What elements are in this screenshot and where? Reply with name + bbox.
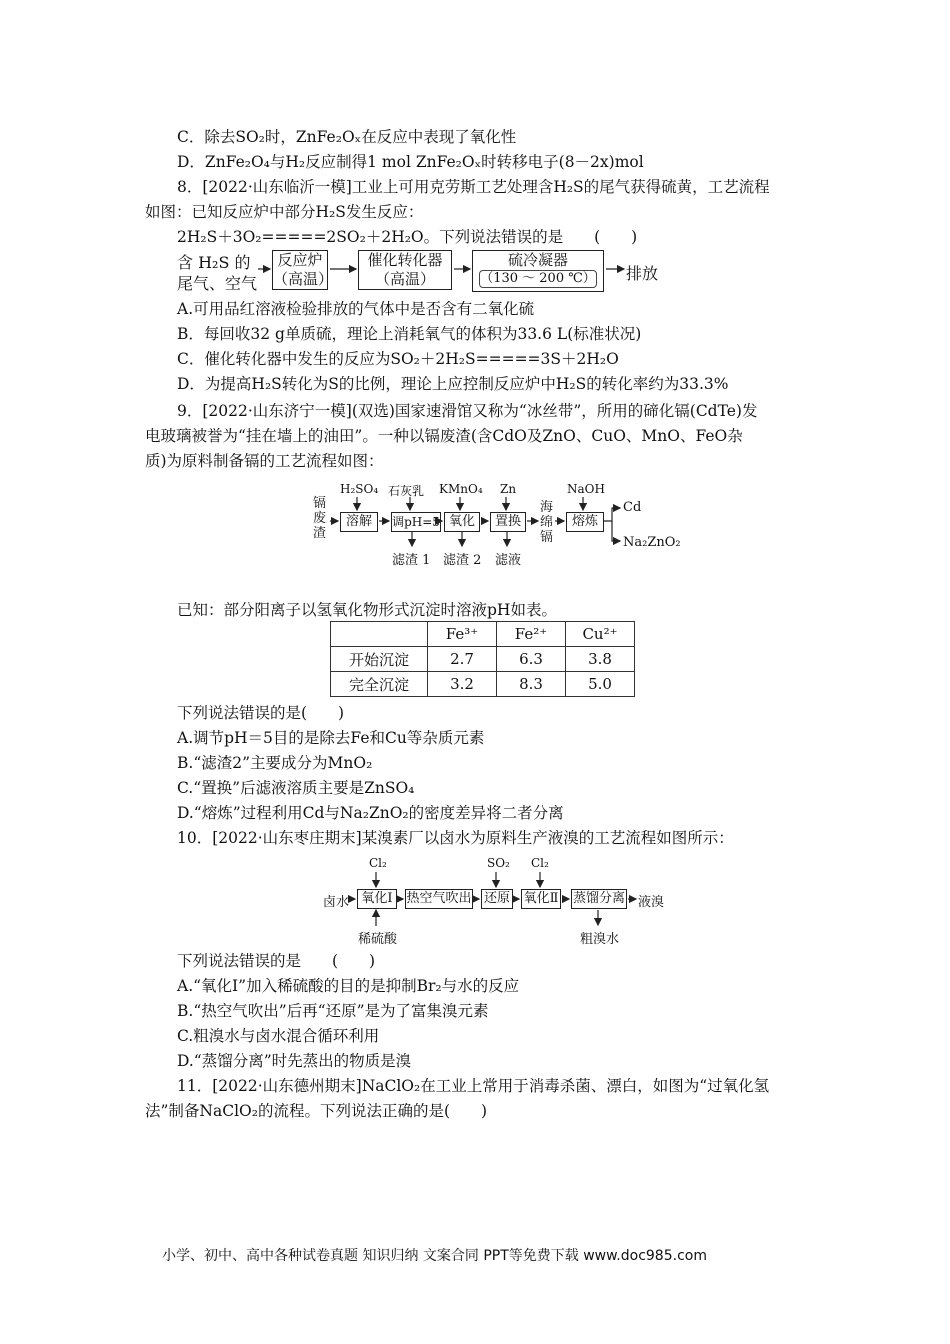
- q10-start-brine: 卤水: [323, 895, 350, 910]
- page-footer: 小学、初中、高中各种试卷真题 知识归纳 文案合同 PPT等免费下载 www.doc985.com: [162, 1248, 707, 1264]
- q8-option-b: B．每回收32 g单质硫，理论上消耗氧气的体积为33.6 L(标准状况): [177, 325, 642, 343]
- q8-stem-line3: 2H₂S＋3O₂=====2SO₂＋2H₂O。下列说法错误的是 ( ): [177, 228, 638, 246]
- q9-reagent-kmno4: KMnO₄: [439, 482, 483, 496]
- q8-box3-sub: （130 ～ 200 ℃）: [480, 271, 596, 286]
- q9-reagent-lime: 石灰乳: [388, 484, 425, 498]
- q9-stem-line3: 质)为原料制备镉的工艺流程如图：: [145, 452, 384, 470]
- q10-option-c: C.粗溴水与卤水混合循环利用: [177, 1027, 380, 1045]
- q10-dilute-acid: 稀硫酸: [358, 932, 398, 947]
- q9-arrow-p1: [604, 508, 620, 521]
- q8-box3-title: 硫冷凝器: [507, 251, 568, 269]
- table-header-cell: Fe³⁺: [428, 622, 497, 647]
- q9-mid-char2: 绵: [540, 515, 554, 530]
- q11-stem-line1: 11．[2022·山东德州期末]NaClO₂在工业上常用于消毒杀菌、漂白，如图为“过氧化氢: [177, 1077, 770, 1095]
- q9-ask: 下列说法错误的是( ): [177, 704, 345, 722]
- q9-known-line: 已知：部分阳离子以氢氧化物形式沉淀时溶液pH如表。: [177, 601, 557, 619]
- q10-step-hot-air: 热空气吹出: [405, 889, 473, 909]
- q8-output-label: 排放: [626, 264, 659, 283]
- q10-crude-bromine-water: 粗溴水: [580, 932, 620, 947]
- q9-option-d: D.“熔炼”过程利用Cd与Na₂ZnO₂的密度差异将二者分离: [177, 804, 564, 822]
- q8-input-line1: 含 H₂S 的: [177, 253, 251, 272]
- q9-residue-1: 滤渣 1: [392, 553, 431, 568]
- q11-stem-line2: 法”制备NaClO₂的流程。下列说法正确的是( ): [145, 1102, 488, 1120]
- q9-option-a: A.调节pH＝5目的是除去Fe和Cu等杂质元素: [177, 729, 485, 747]
- q9-residue-2: 滤渣 2: [443, 553, 482, 568]
- q8-box2-title: 催化转化器: [367, 251, 443, 269]
- table-header-cell: Cu²⁺: [566, 622, 635, 647]
- q9-step-dissolve: 溶解: [340, 512, 378, 532]
- q9-start-char3: 渣: [313, 526, 327, 541]
- q9-start-char2: 废: [313, 511, 327, 526]
- q10-reagent-cl2-1: Cl₂: [369, 856, 387, 870]
- q10-step-reduce: 还原: [481, 889, 513, 909]
- table-cell: 6.3: [497, 647, 566, 672]
- q9-step-replace: 置换: [490, 512, 526, 532]
- q10-reagent-cl2-2: Cl₂: [531, 856, 549, 870]
- q9-product-na2zno2: Na₂ZnO₂: [623, 535, 681, 550]
- q8-stem-line1: 8．[2022·山东临沂一模]工业上可用克劳斯工艺处理含H₂S的尾气获得硫黄，工艺流程: [177, 178, 770, 196]
- q8-input-line2: 尾气、空气: [177, 274, 258, 293]
- q10-step-oxidize-1: 氧化Ⅰ: [357, 889, 397, 909]
- q10-option-b: B.“热空气吹出”后再“还原”是为了富集溴元素: [177, 1002, 489, 1020]
- q10-option-a: A.“氧化Ⅰ”加入稀硫酸的目的是抑制Br₂与水的反应: [177, 977, 520, 995]
- q8-stem-line2: 如图：已知反应炉中部分H₂S发生反应：: [145, 203, 424, 221]
- q10-step-distill: 蒸馏分离: [571, 889, 627, 909]
- q9-mid-char1: 海: [540, 500, 554, 515]
- table-header-cell: Fe²⁺: [497, 622, 566, 647]
- q10-option-d: D.“蒸馏分离”时先蒸出的物质是溴: [177, 1052, 412, 1070]
- table-cell: 3.8: [566, 647, 635, 672]
- q8-option-a: A.可用品红溶液检验排放的气体中是否含有二氧化硫: [177, 300, 535, 318]
- q10-reagent-so2: SO₂: [487, 856, 510, 870]
- q9-product-cd: Cd: [623, 500, 642, 515]
- q9-reagent-naoh: NaOH: [567, 482, 605, 496]
- table-cell: 2.7: [428, 647, 497, 672]
- q10-step-oxidize-2: 氧化Ⅱ: [521, 889, 561, 909]
- q9-step-oxidize: 氧化: [444, 512, 480, 532]
- q9-step-adjust-ph: 调pH=5: [391, 512, 441, 532]
- q8-option-d: D．为提高H₂S转化为S的比例，理论上应控制反应炉中H₂S的转化率约为33.3%: [177, 375, 729, 393]
- q7-option-c: C．除去SO₂时，ZnFe₂Oₓ在反应中表现了氧化性: [177, 128, 517, 146]
- q9-option-c: C.“置换”后滤液溶质主要是ZnSO₄: [177, 779, 415, 797]
- table-cell: 开始沉淀: [331, 647, 428, 672]
- q9-filtrate: 滤液: [495, 553, 522, 568]
- q8-box1-title: 反应炉: [277, 251, 323, 269]
- table-cell: 5.0: [566, 672, 635, 697]
- q9-start-char1: 镉: [313, 496, 327, 511]
- q9-option-b: B.“滤渣2”主要成分为MnO₂: [177, 754, 373, 772]
- q9-reagent-zn: Zn: [500, 482, 517, 496]
- q9-mid-char3: 镉: [540, 530, 554, 545]
- table-cell: 3.2: [428, 672, 497, 697]
- q8-box2-sub: （高温）: [374, 270, 435, 288]
- q9-stem-line1: 9．[2022·山东济宁一模](双选)国家速滑馆又称为“冰丝带”，所用的碲化镉(CdTe)发: [177, 402, 758, 420]
- q10-stem: 10．[2022·山东枣庄期末]某溴素厂以卤水为原料生产液溴的工艺流程如图所示：: [177, 829, 734, 847]
- table-cell: 完全沉淀: [331, 672, 428, 697]
- q9-step-smelt: 熔炼: [566, 512, 604, 532]
- q9-reagent-h2so4: H₂SO₄: [340, 482, 379, 496]
- q8-box1-sub: （高温）: [273, 270, 334, 288]
- q10-output-liquid-br: 液溴: [638, 895, 665, 910]
- q9-stem-line2: 电玻璃被誉为“挂在墙上的油田”。一种以镉废渣(含CdO及ZnO、CuO、MnO、FeO杂: [145, 427, 743, 445]
- q10-ask: 下列说法错误的是 ( ): [177, 952, 376, 970]
- q9-arrow-p2: [612, 521, 620, 541]
- table-cell: 8.3: [497, 672, 566, 697]
- q8-option-c: C．催化转化器中发生的反应为SO₂＋2H₂S=====3S＋2H₂O: [177, 350, 619, 368]
- q7-option-d: D．ZnFe₂O₄与H₂反应制得1 mol ZnFe₂Oₓ时转移电子(8－2x)mol: [177, 153, 644, 171]
